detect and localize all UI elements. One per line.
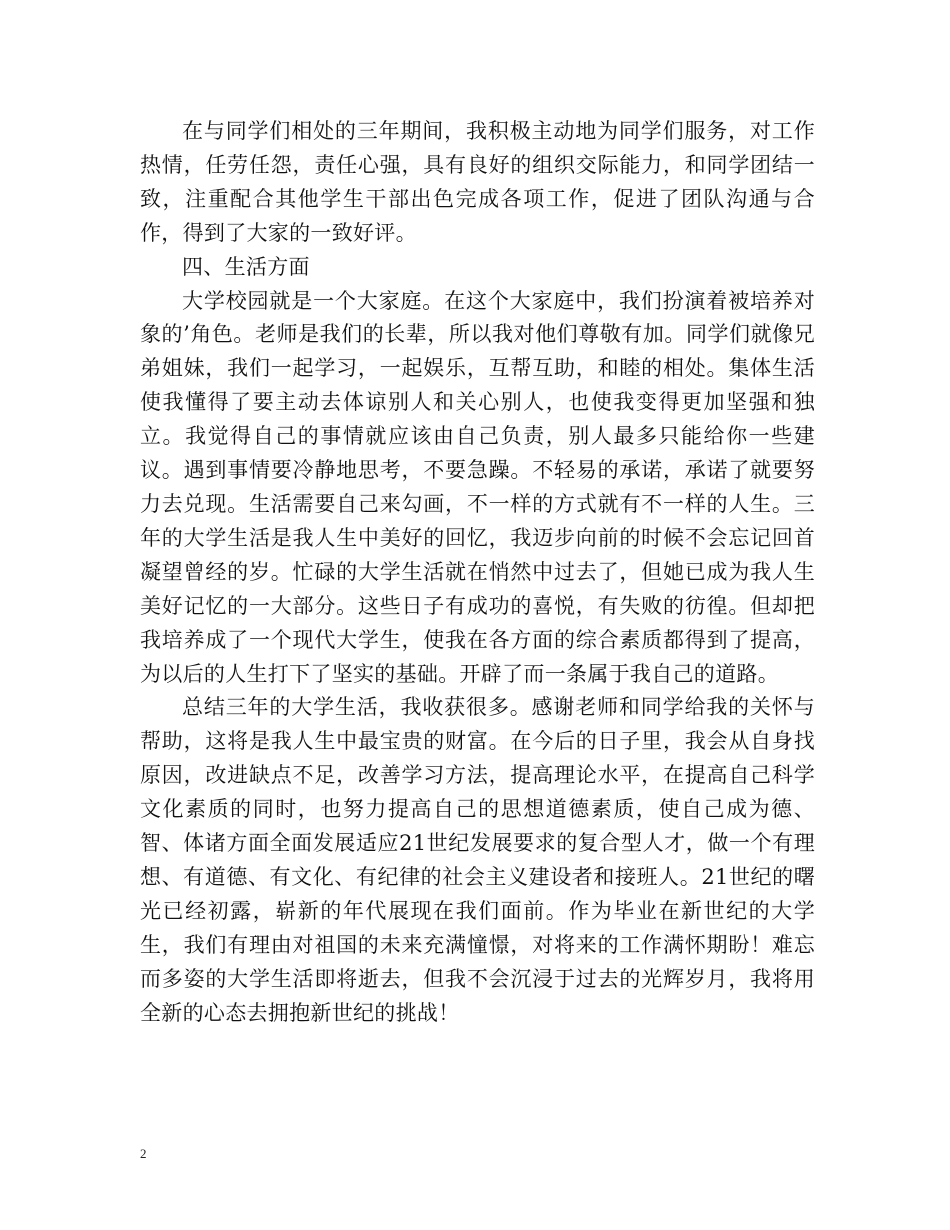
document-body: [140, 115, 815, 1030]
paragraph-teamwork: 在与同学们相处的三年期间，我积极主动地为同学们服务，对工作热情，任劳任怨，责任心强，具有良好的组织交际能力，和同学团结一致，注重配合其他学生干部出色完成各项工作，促进了团队沟通与合作，得到了大家的一致好评。: [140, 119, 815, 245]
section-heading-life: 四、生活方面: [182, 254, 310, 279]
paragraph-campus-life: 大学校园就是一个大家庭。在这个大家庭中，我们扮演着被培养对象的’角色。老师是我们的长辈，所以我对他们尊敬有加。同学们就像兄弟姐妹，我们一起学习，一起娱乐，互帮互助，和睦的相处。集体生活使我懂得了要主动去体谅别人和关心别人，也使我变得更加坚强和独立。我觉得自己的事情就应该由自己负责，别人最多只能给你一些建议。遇到事情要冷静地思考，不要急躁。不轻易的承诺，承诺了就要努力去兑现。生活需要自己来勾画，不一样的方式就有不一样的人生。三年的大学生活是我人生中美好的回忆，我迈步向前的时候不会忘记回首凝望曾经的岁。忙碌的大学生活就在悄然中过去了，但她已成为我人生美好记忆的一大部分。这些日子有成功的喜悦，有失败的彷徨。但却把我培养成了一个现代大学生，使我在各方面的综合素质都得到了提高，为以后的人生打下了坚实的基础。开辟了而一条属于我自己的道路。: [140, 288, 815, 686]
paragraph-summary: 总结三年的大学生活，我收获很多。感谢老师和同学给我的关怀与帮助，这将是我人生中最宝贵的财富。在今后的日子里，我会从自身找原因，改进缺点不足，改善学习方法，提高理论水平，在提高自己科学文化素质的同时，也努力提高自己的思想道德素质，使自己成为德、智、体诸方面全面发展适应21世纪发展要求的复合型人才，做一个有理想、有道德、有文化、有纪律的社会主义建设者和接班人。21世纪的曙光已经初露，崭新的年代展现在我们面前。作为毕业在新世纪的大学生，我们有理由对祖国的未来充满憧憬，对将来的工作满怀期盼！难忘而多姿的大学生活即将逝去，但我不会沉浸于过去的光辉岁月，我将用全新的心态去拥抱新世纪的挑战！: [140, 695, 815, 1025]
page-number: 2: [140, 1146, 147, 1161]
